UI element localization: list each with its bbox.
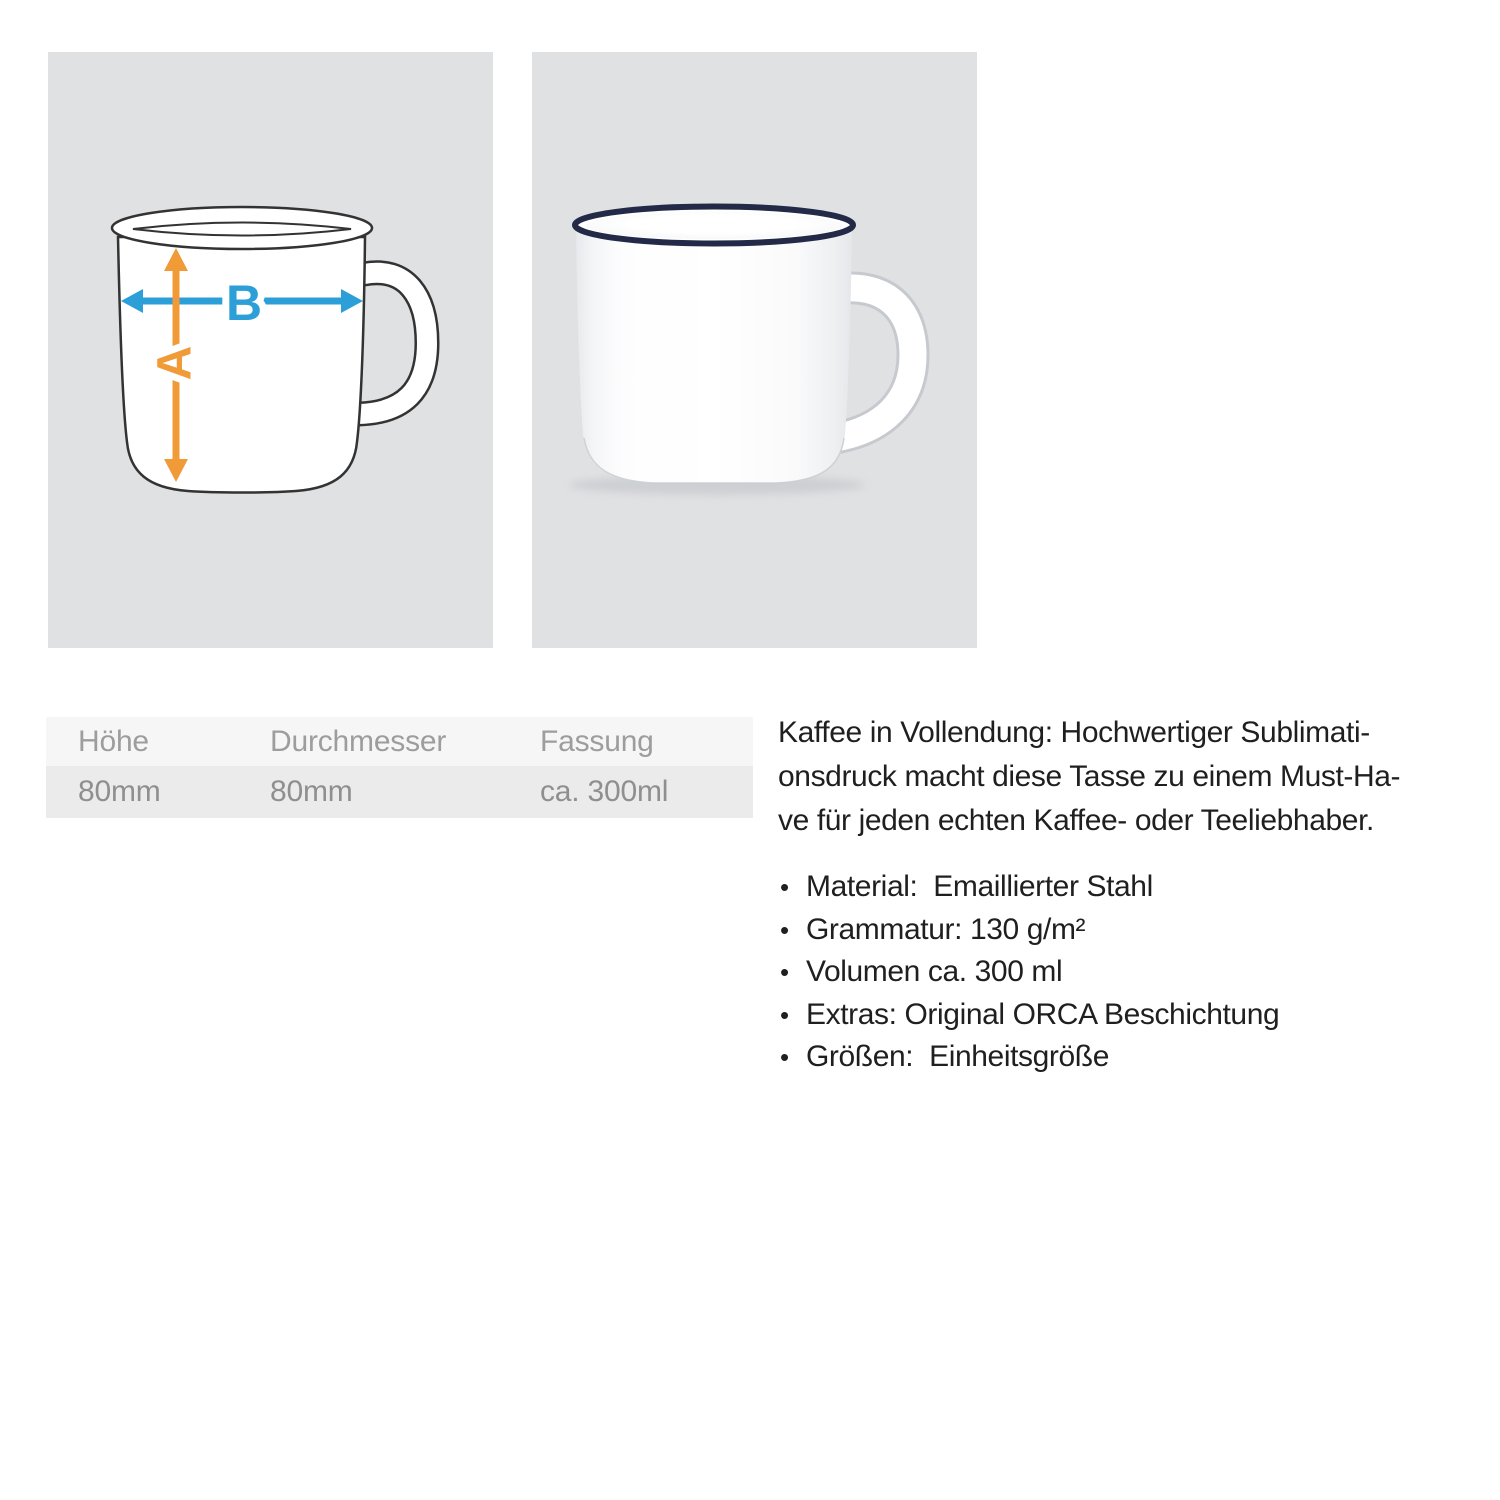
list-item xyxy=(778,909,1478,952)
bullet-icon: • xyxy=(780,914,789,945)
size-table-header-durchmesser: Durchmesser xyxy=(270,724,447,758)
paragraph-line: ve für jeden echten Kaffee- oder Teeliebhaber. xyxy=(778,804,1374,837)
list-item xyxy=(778,1036,1478,1079)
bullet-icon: • xyxy=(780,1042,789,1072)
size-table-header-hoehe: Höhe xyxy=(78,724,149,758)
product-attributes-list xyxy=(778,866,1478,1079)
size-table xyxy=(46,717,753,818)
size-value-fassung: ca. 300ml xyxy=(540,775,669,808)
paragraph-line: onsdruck macht diese Tasse zu einem Must-Ha- xyxy=(778,760,1401,793)
list-item xyxy=(778,951,1478,994)
product-photo-panel xyxy=(532,52,977,648)
bullet-icon: • xyxy=(780,999,789,1030)
bullet-icon: • xyxy=(780,957,789,987)
size-table-header-fassung: Fassung xyxy=(540,724,654,758)
bullet-icon: • xyxy=(780,872,789,902)
list-item xyxy=(778,866,1478,909)
list-item xyxy=(778,994,1478,1037)
size-value-hoehe: 80mm xyxy=(78,775,161,808)
attribute-grammatur: Grammatur: 130 g/m² xyxy=(806,912,1086,946)
size-table-header-row xyxy=(46,717,753,766)
attribute-extras: Extras: Original ORCA Beschichtung xyxy=(806,997,1280,1031)
photo-mug-inner xyxy=(586,212,842,239)
attribute-volumen: Volumen ca. 300 ml xyxy=(806,955,1063,988)
attribute-material: Material: Emaillierter Stahl xyxy=(806,870,1153,903)
product-description xyxy=(778,711,1478,1079)
paragraph-line: Kaffee in Vollendung: Hochwertiger Sublimati- xyxy=(778,716,1370,749)
description-paragraph xyxy=(778,711,1478,843)
photo-mug-body xyxy=(576,228,852,483)
mug-dimension-sketch xyxy=(48,52,493,648)
height-label: A xyxy=(148,345,202,381)
attribute-groessen: Größen: Einheitsgröße xyxy=(806,1040,1110,1073)
enamel-mug-photo xyxy=(532,52,977,648)
size-table-value-row xyxy=(46,766,753,818)
diameter-label: B xyxy=(225,275,263,331)
size-diagram-panel xyxy=(48,52,493,648)
size-value-durchmesser: 80mm xyxy=(270,775,353,808)
